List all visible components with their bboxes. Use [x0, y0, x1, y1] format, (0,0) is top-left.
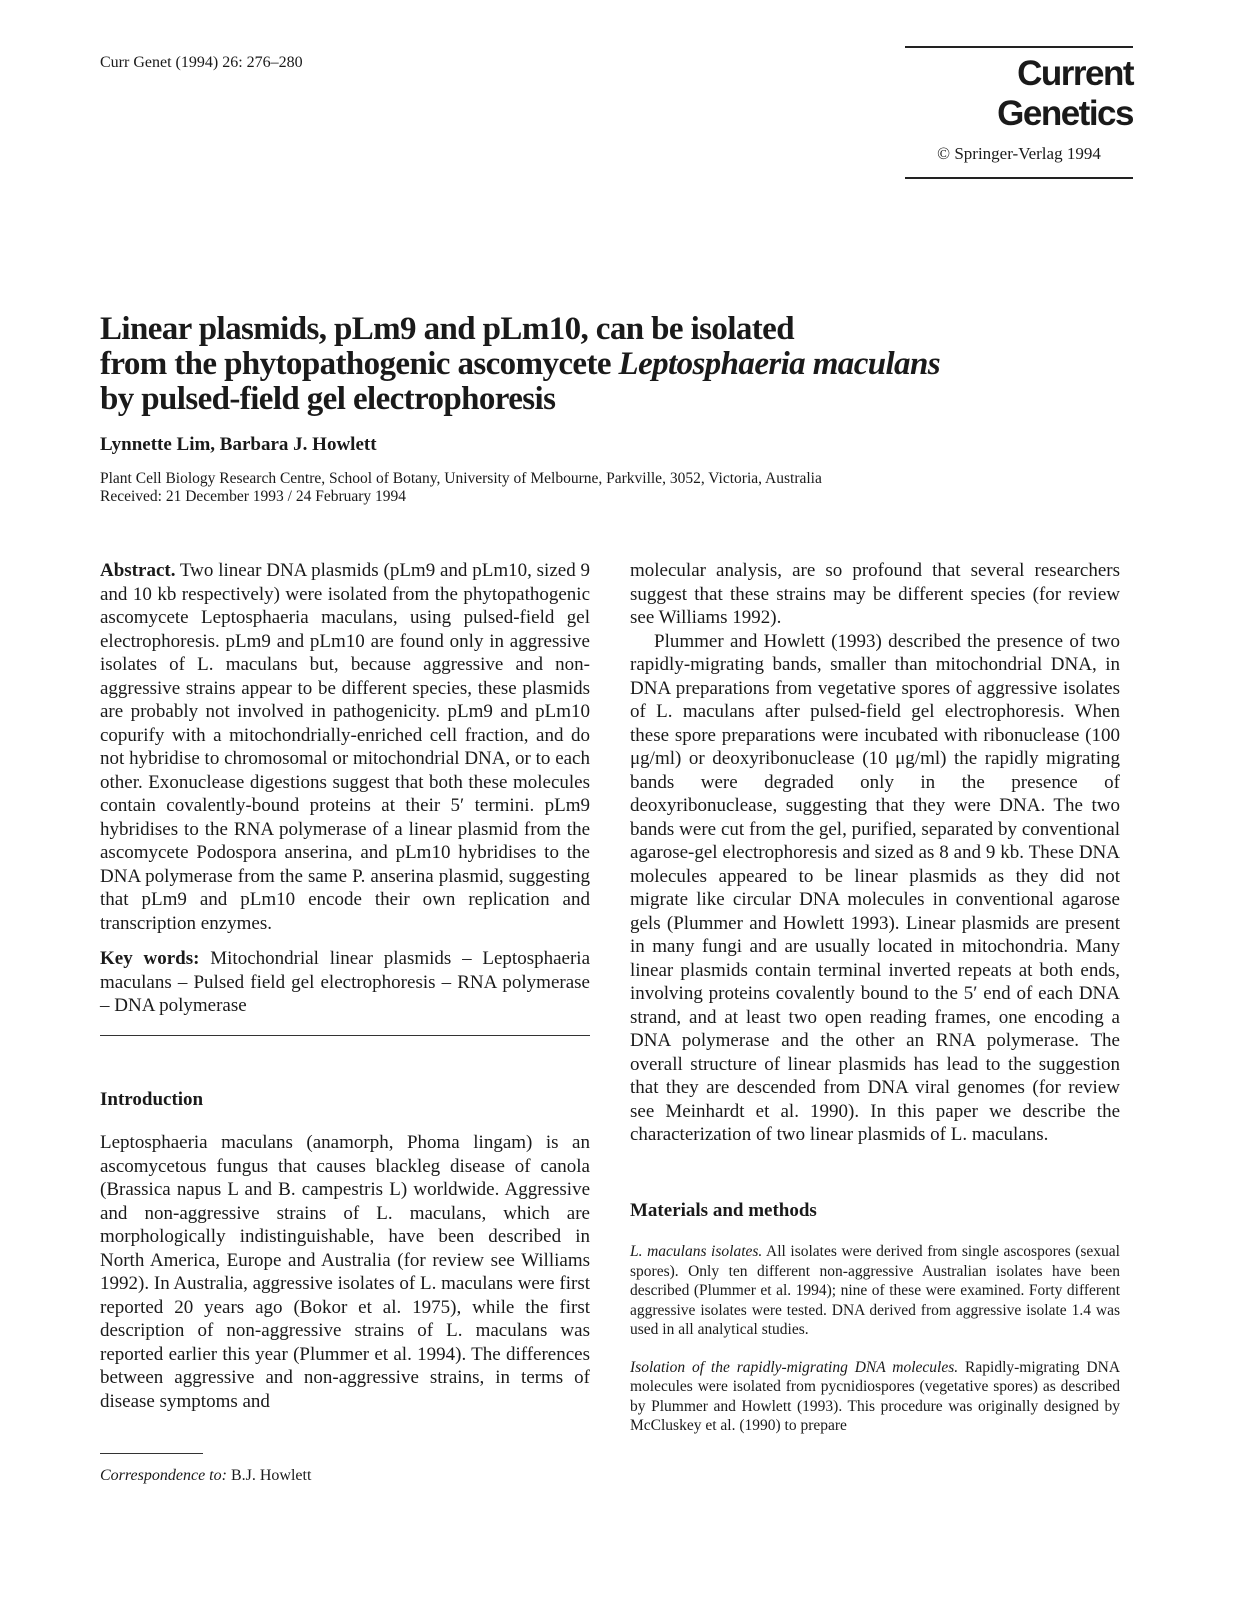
- keywords-text: Mitochondrial linear plasmids – Leptosphaeria maculans – Pulsed field gel electrophoresis – RNA polymerase – DNA polymerase: [100, 948, 591, 1016]
- journal-citation: Curr Genet (1994) 26: 276–280: [100, 54, 303, 71]
- journal-masthead: [905, 46, 1133, 179]
- methods-heading: Materials and methods: [630, 1199, 817, 1221]
- correspondence-label: Correspondence to:: [100, 1467, 227, 1484]
- isolates-paragraph: [630, 1242, 1120, 1340]
- isolation-text: Rapidly-migrating DNA molecules were isolated from pycnidiospores (vegetative spores) as described by Plummer and Howlett (1993). This procedure was originally designed by McCluskey et al. (1990) to prepare: [630, 1358, 1121, 1434]
- journal-name: Current Genetics: [997, 54, 1133, 133]
- isolates-text: All isolates were derived from single ascospores (sexual spores). Only ten different non-aggressive Australian isolates have been described (Plummer et al. 1994); nine of these were examined. Forty different aggressive isolates were tested. DNA derived from aggressive isolate 1.4 was used in all analytical studies.: [630, 1243, 1120, 1338]
- title-line-1: Linear plasmids, pLm9 and pLm10, can be isolated: [100, 311, 794, 347]
- masthead-rule-top: [905, 46, 1133, 48]
- correspondence: [100, 1466, 590, 1486]
- title-line-3: by pulsed-field gel electrophoresis: [100, 381, 556, 417]
- article-title: [100, 312, 1100, 417]
- abstract-label: Abstract.: [100, 560, 176, 581]
- received-dates: Received: 21 December 1993 / 24 February 1994: [100, 488, 407, 505]
- isolation-paragraph: [630, 1358, 1120, 1436]
- affiliation: Plant Cell Biology Research Centre, School of Botany, University of Melbourne, Parkville, 3052, Victoria, Australia: [100, 470, 822, 487]
- introduction-paragraph: Leptosphaeria maculans (anamorph, Phoma lingam) is an ascomycetous fungus that causes blackleg disease of canola (Brassica napus L and B. campestris L) worldwide. Aggressive and non-aggressive strains of L. maculans, which are morphologically indistinguishable, have been described in North America, Europe and Australia (for review see Williams 1992). In Australia, aggressive isolates of L. maculans were first reported 20 years ago (Bokor et al. 1975), while the first description of non-aggressive strains of L. maculans was reported earlier this year (Plummer et al. 1994). The differences between aggressive and non-aggressive strains, in terms of disease symptoms and: [100, 1132, 590, 1412]
- abstract: [100, 559, 590, 935]
- introduction-heading: Introduction: [100, 1088, 204, 1110]
- intro-paragraph-2: Plummer and Howlett (1993) described the presence of two rapidly-migrating bands, smaller than mitochondrial DNA, in DNA preparations from vegetative spores of aggressive isolates of L. maculans after pulsed-field gel electrophoresis. When these spore preparations were incubated with ribonuclease (100 μg/ml) or deoxyribonuclease (10 μg/ml) the rapidly migrating bands were degraded only in the presence of deoxyribonuclease, suggesting that they were DNA. The two bands were cut from the gel, purified, separated by conventional agarose-gel electrophoresis and sized as 8 and 9 kb. These DNA molecules appeared to be linear plasmids as they did not migrate like circular DNA molecules in conventional agarose gels (Plummer and Howlett 1993). Linear plasmids are present in many fungi and are usually located in mitochondria. Many linear plasmids contain terminal inverted repeats at both ends, involving proteins covalently bound to the 5′ end of each DNA strand, and at least two open reading frames, one encoding a DNA polymerase and the other an RNA polymerase. The overall structure of linear plasmids has lead to the suggestion that they are descended from DNA viral genomes (for review see Meinhardt et al. 1990). In this paper we describe the characterization of two linear plasmids of L. maculans.: [630, 630, 1120, 1145]
- isolates-label: L. maculans isolates.: [630, 1243, 763, 1260]
- correspondence-name: B.J. Howlett: [230, 1467, 312, 1484]
- intro-continued: molecular analysis, are so profound that several researchers suggest that these strains may be different species (for review see Williams 1992).: [630, 560, 1120, 628]
- right-column: [630, 559, 1120, 1436]
- title-line-2: [100, 347, 1100, 382]
- abstract-text: Two linear DNA plasmids (pLm9 and pLm10, sized 9 and 10 kb respectively) were isolated from the phytopathogenic ascomycete Leptosphaeria maculans, using pulsed-field gel electrophoresis. pLm9 and pLm10 are found only in aggressive isolates of L. maculans but, because aggressive and non-aggressive strains appear to be different species, these plasmids are probably not involved in pathogenicity. pLm9 and pLm10 copurify with a mitochondrially-enriched cell fraction, and do not hybridise to chromosomal or mitochondrial DNA, or to each other. Exonuclease digestions suggest that both these molecules contain covalently-bound proteins at their 5′ termini. pLm9 hybridises to the RNA polymerase of a linear plasmid from the ascomycete Podospora anserina, and pLm10 hybridises to the DNA polymerase from the same P. anserina plasmid, suggesting that pLm9 and pLm10 encode their own replication and transcription enzymes.: [100, 560, 590, 934]
- left-column: [100, 559, 590, 1486]
- isolation-label: Isolation of the rapidly-migrating DNA molecules.: [630, 1358, 959, 1376]
- affiliation-block: [100, 470, 1100, 506]
- authors: Lynnette Lim, Barbara J. Howlett: [100, 434, 377, 455]
- keywords-label: Key words:: [100, 948, 200, 969]
- masthead-rule-bottom: [905, 177, 1133, 179]
- keywords: [100, 947, 590, 1018]
- section-divider: [100, 1035, 590, 1036]
- title-line-2-text: from the phytopathogenic ascomycete: [100, 346, 619, 382]
- publisher-copyright: © Springer-Verlag 1994: [937, 144, 1101, 163]
- title-species: Leptosphaeria maculans: [618, 346, 940, 382]
- footnote-divider: [100, 1453, 203, 1454]
